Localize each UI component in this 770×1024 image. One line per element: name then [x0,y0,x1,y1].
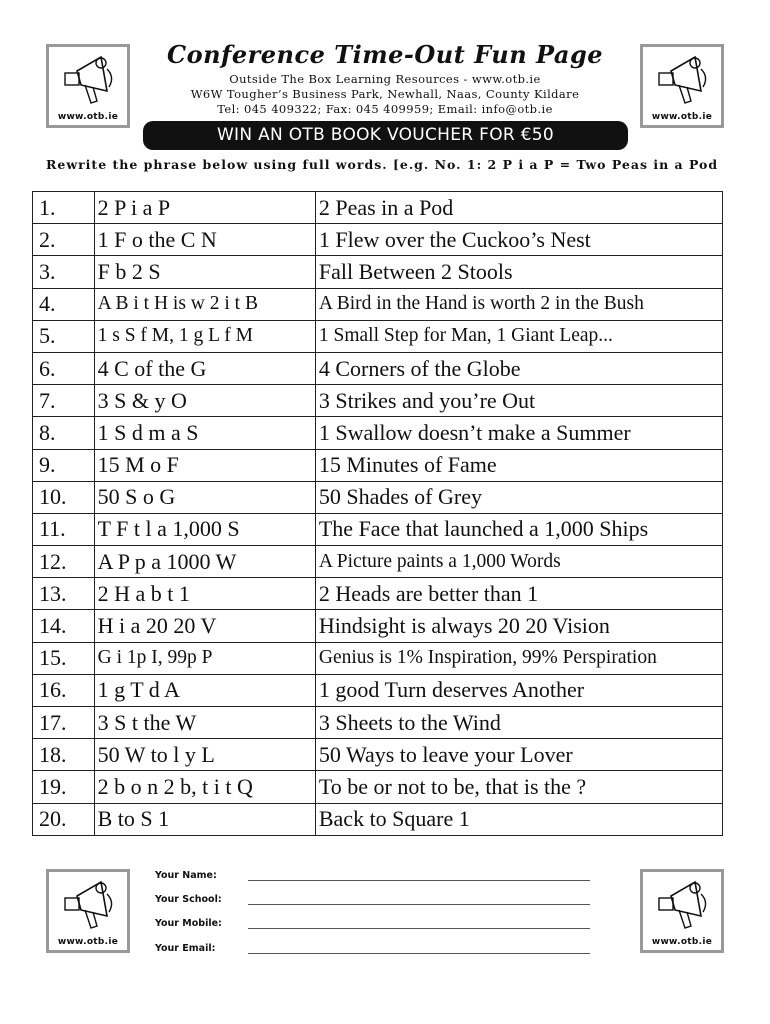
email-field[interactable] [248,953,590,954]
table-row [33,803,723,835]
table-row [33,256,723,288]
table-row [33,739,723,771]
row-code: G i 1p I, 99p P [94,642,315,674]
otb-logo-bottom-right [640,869,724,953]
row-answer: 2 Peas in a Pod [315,192,722,224]
table-row [33,320,723,352]
name-field[interactable] [248,880,590,881]
logo-url: www.otb.ie [57,937,119,947]
mobile-field[interactable] [248,928,590,929]
header-company-line: Outside The Box Learning Resources - www.otb.ie [229,72,541,86]
row-code: 4 C of the G [94,352,315,384]
row-code: 1 F o the C N [94,224,315,256]
row-answer: Back to Square 1 [315,803,722,835]
row-number: 11. [33,513,95,545]
table-row [33,449,723,481]
megaphone-icon [651,876,713,936]
table-row [33,546,723,578]
table-row [33,707,723,739]
school-field[interactable] [248,904,590,905]
header-address-line: W6W Tougher’s Business Park, Newhall, Naas, County Kildare [190,87,580,101]
row-code: 15 M o F [94,449,315,481]
row-answer: Hindsight is always 20 20 Vision [315,610,722,642]
row-number: 20. [33,803,95,835]
row-code: A P p a 1000 W [94,546,315,578]
row-code: 3 S & y O [94,385,315,417]
row-code: F b 2 S [94,256,315,288]
row-code: 3 S t the W [94,707,315,739]
table-row [33,674,723,706]
logo-url: www.otb.ie [651,112,713,122]
header-contact-line: Tel: 045 409322; Fax: 045 409959; Email: info@otb.ie [217,102,553,116]
row-code: 2 H a b t 1 [94,578,315,610]
row-code: H i a 20 20 V [94,610,315,642]
row-answer: Genius is 1% Inspiration, 99% Perspiration [315,642,722,674]
row-code: 50 W to l y L [94,739,315,771]
otb-logo-top-right [640,44,724,128]
row-answer: A Picture paints a 1,000 Words [315,546,722,578]
row-number: 16. [33,674,95,706]
name-label: Your Name: [155,870,217,881]
row-number: 15. [33,642,95,674]
row-number: 9. [33,449,95,481]
mobile-label: Your Mobile: [155,918,222,929]
row-number: 12. [33,546,95,578]
row-number: 6. [33,352,95,384]
table-row [33,610,723,642]
row-number: 5. [33,320,95,352]
row-answer: Fall Between 2 Stools [315,256,722,288]
megaphone-icon [57,51,119,111]
voucher-banner: WIN AN OTB BOOK VOUCHER FOR €50 [143,121,628,150]
row-number: 10. [33,481,95,513]
otb-logo-top-left [46,44,130,128]
table-row [33,642,723,674]
row-number: 13. [33,578,95,610]
school-label: Your School: [155,894,222,905]
row-code: A B i t H is w 2 i t B [94,288,315,320]
row-number: 8. [33,417,95,449]
row-answer: To be or not to be, that is the ? [315,771,722,803]
row-answer: 1 Flew over the Cuckoo’s Nest [315,224,722,256]
row-answer: 4 Corners of the Globe [315,352,722,384]
table-row [33,578,723,610]
row-number: 1. [33,192,95,224]
row-answer: 3 Sheets to the Wind [315,707,722,739]
row-number: 7. [33,385,95,417]
row-number: 4. [33,288,95,320]
row-answer: 1 Small Step for Man, 1 Giant Leap... [315,320,722,352]
row-answer: 50 Shades of Grey [315,481,722,513]
table-row [33,771,723,803]
table-row [33,192,723,224]
megaphone-icon [57,876,119,936]
row-number: 2. [33,224,95,256]
row-number: 14. [33,610,95,642]
logo-url: www.otb.ie [57,112,119,122]
logo-url: www.otb.ie [651,937,713,947]
row-number: 17. [33,707,95,739]
row-number: 3. [33,256,95,288]
row-code: T F t l a 1,000 S [94,513,315,545]
row-answer: 1 good Turn deserves Another [315,674,722,706]
row-answer: 2 Heads are better than 1 [315,578,722,610]
megaphone-icon [651,51,713,111]
email-label: Your Email: [155,943,216,954]
row-code: 1 s S f M, 1 g L f M [94,320,315,352]
row-code: 2 b o n 2 b, t i t Q [94,771,315,803]
table-row [33,352,723,384]
page-title: Conference Time-Out Fun Page [166,40,604,69]
row-code: 2 P i a P [94,192,315,224]
row-answer: 3 Strikes and you’re Out [315,385,722,417]
table-row [33,513,723,545]
row-answer: 50 Ways to leave your Lover [315,739,722,771]
puzzle-table [32,191,723,836]
otb-logo-bottom-left [46,869,130,953]
row-answer: A Bird in the Hand is worth 2 in the Bush [315,288,722,320]
row-answer: 15 Minutes of Fame [315,449,722,481]
table-row [33,417,723,449]
row-code: B to S 1 [94,803,315,835]
row-code: 1 g T d A [94,674,315,706]
table-row [33,385,723,417]
row-answer: 1 Swallow doesn’t make a Summer [315,417,722,449]
table-row [33,481,723,513]
row-code: 50 S o G [94,481,315,513]
table-row [33,224,723,256]
row-number: 18. [33,739,95,771]
row-code: 1 S d m a S [94,417,315,449]
instruction-text: Rewrite the phrase below using full words. [e.g. No. 1: 2 P i a P = Two Peas in a Pod [46,157,719,172]
row-number: 19. [33,771,95,803]
table-row [33,288,723,320]
row-answer: The Face that launched a 1,000 Ships [315,513,722,545]
